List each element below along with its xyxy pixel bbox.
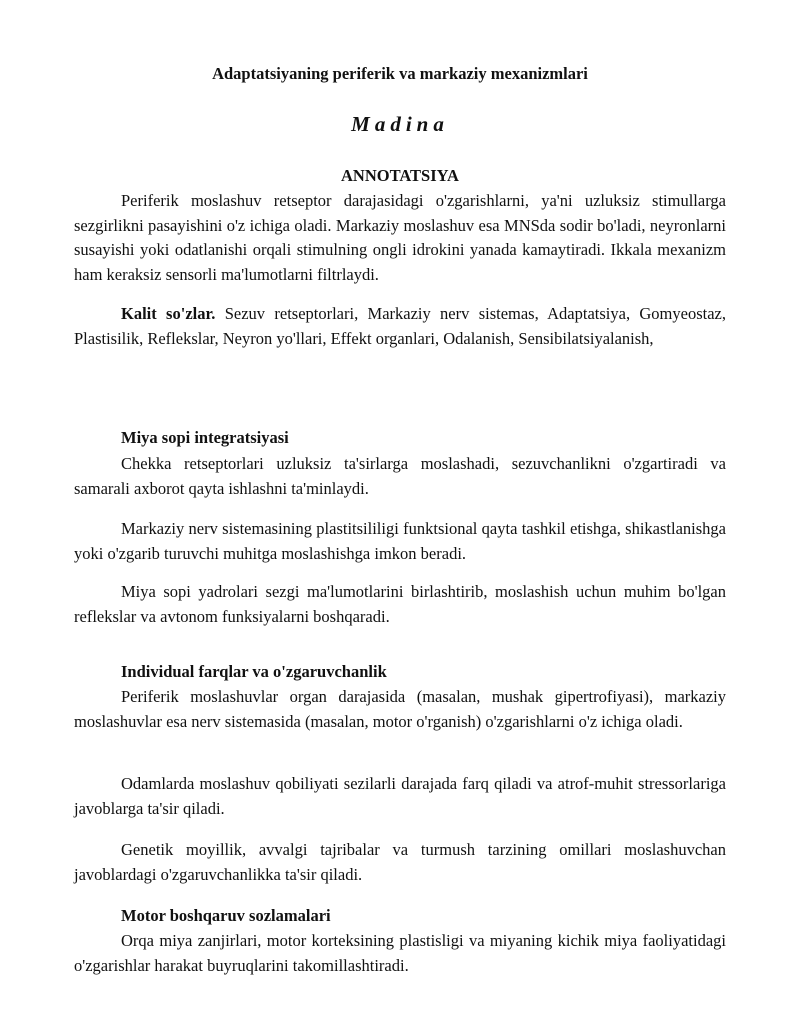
- keywords-list: Sezuv retseptorlari, Markaziy nerv sistemas, Adaptatsiya, Gomyeostaz, Plastisilik, Reflekslar, Neyron yo'llari, Effekt organlari, Odalanish, Sensibilatsiyalanish,: [74, 304, 726, 348]
- section-heading: Individual farqlar va o'zgaruvchanlik: [121, 662, 387, 681]
- section-heading: Motor boshqaruv sozlamalari: [121, 906, 331, 925]
- keywords-paragraph: [74, 302, 726, 351]
- section-paragraph: Miya sopi yadrolari sezgi ma'lumotlarini birlashtirib, moslashish uchun muhim bo'lgan reflekslar va avtonom funksiyalarni boshqaradi.: [74, 582, 726, 626]
- annotation-heading: ANNOTATSIYA: [341, 166, 459, 185]
- section-paragraph: Genetik moyillik, avvalgi tajribalar va turmush tarzining omillari moslashuvchan javoblardagi o'zgaruvchanlikka ta'sir qiladi.: [74, 840, 726, 884]
- section-paragraph: Odamlarda moslashuv qobiliyati sezilarli darajada farq qiladi va atrof-muhit stressorlariga javoblarga ta'sir qiladi.: [74, 774, 726, 818]
- author-name: Madina: [351, 112, 449, 136]
- section-paragraph: Markaziy nerv sistemasining plastitsililigi funktsional qayta tashkil etishga, shikastlanishga yoki o'zgarib turuvchi muhitga moslashishga imkon beradi.: [74, 519, 726, 563]
- annotation-paragraph: Periferik moslashuv retseptor darajasidagi o'zgarishlarni, ya'ni uzluksiz stimullarga sezgirlikni pasayishini o'z ichiga oladi. Markaziy moslashuv esa MNSda sodir bo'ladi, neyronlarni susayishi yoki odatlanishi orqali stimulning ongli idrokini yanada kamaytiradi. Ikkala mexanizm ham keraksiz sensorli ma'lumotlarni filtrlaydi.: [74, 191, 726, 284]
- keywords-label: Kalit so'zlar.: [121, 304, 216, 323]
- section-paragraph: Periferik moslashuvlar organ darajasida (masalan, mushak gipertrofiyasi), markaziy moslashuvlar esa nerv sistemasida (masalan, motor o'rganish) o'zgarishlarni o'z ichiga oladi.: [74, 687, 726, 731]
- section-paragraph: Chekka retseptorlari uzluksiz ta'sirlarga moslashadi, sezuvchanlikni o'zgartiradi va samarali axborot qayta ishlashni ta'minlaydi.: [74, 454, 726, 498]
- document-title: Adaptatsiyaning periferik va markaziy mexanizmlari: [212, 64, 588, 83]
- section-paragraph: Orqa miya zanjirlari, motor korteksining plastisligi va miyaning kichik miya faoliyatidagi o'zgarishlar harakat buyruqlarini takomillashtiradi.: [74, 931, 726, 975]
- section-heading: Miya sopi integratsiyasi: [121, 428, 289, 447]
